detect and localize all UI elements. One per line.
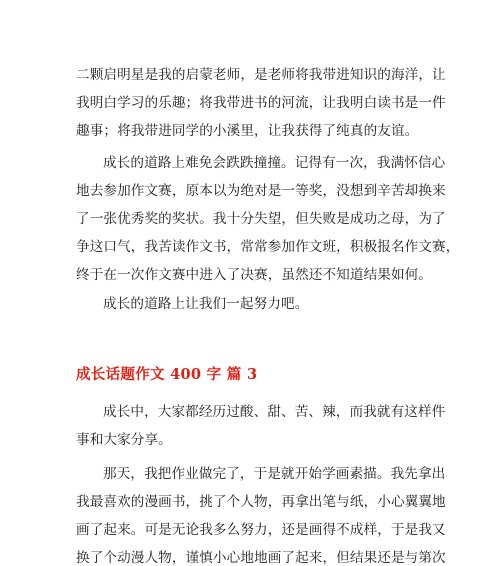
paragraph-teachers <box>76 61 446 145</box>
paragraph-drawing <box>76 460 446 566</box>
text-line: 成长的道路上让我们一起努力吧。 <box>103 296 309 312</box>
text-line: 了一张优秀奖的奖状。我十分失望，但失败是成功之母，为了 <box>76 211 446 227</box>
text-line: 成长的道路上难免会跌跌撞撞。记得有一次，我满怀信心 <box>103 155 446 171</box>
text-line: 终于在一次作文赛中进入了决赛，虽然还不知道结果如何。 <box>76 267 433 283</box>
text-line: 趣事；将我带进同学的小溪里，让我获得了纯真的友谊。 <box>76 123 419 139</box>
paragraph-closing <box>76 290 426 318</box>
paragraph-intro <box>76 398 446 454</box>
text-line: 争这口气，我苦读作文书，常常参加作文班，积极报名作文赛， <box>76 239 460 255</box>
text-line: 成长中，大家都经历过酸、甜、苦、辣，而我就有这样件 <box>103 404 446 420</box>
text-line: 我最喜欢的漫画书，挑了个人物，再拿出笔与纸，小心翼翼地 <box>76 494 446 510</box>
paragraph-competition <box>76 149 460 289</box>
text-line: 地去参加作文赛，原本以为绝对是一等奖，没想到辛苦却换来 <box>76 183 446 199</box>
text-line: 我明白学习的乐趣；将我带进书的河流，让我明白读书是一件 <box>76 95 446 111</box>
text-line: 换了个动漫人物，谨慎小心地地画了起来，但结果还是与第次 <box>76 550 446 566</box>
text-line: 画了起来。可是无论我多么努力，还是画得不成样，于是我又 <box>76 522 446 538</box>
text-line: 那天，我把作业做完了，于是就开始学画素描。我先拿出 <box>103 466 446 482</box>
section-heading: 成长话题作文 400 字 篇 3 <box>76 366 258 383</box>
text-line: 二颗启明星是我的启蒙老师，是老师将我带进知识的海洋，让 <box>76 67 446 83</box>
text-line: 事和大家分享。 <box>76 432 172 448</box>
